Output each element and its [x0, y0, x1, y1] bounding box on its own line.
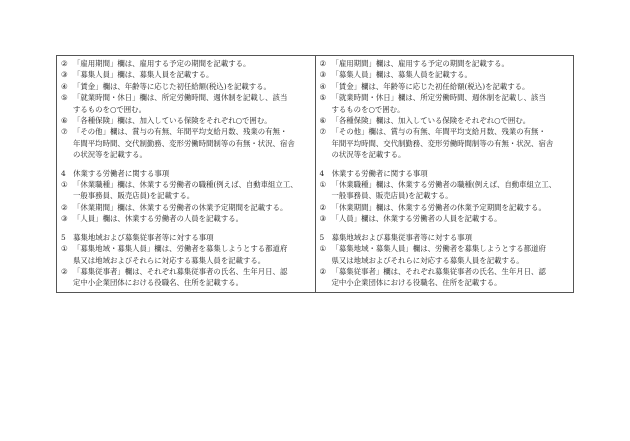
list-item — [61, 126, 311, 160]
list-item — [320, 69, 570, 80]
item-number: ⑤ — [319, 93, 327, 103]
item-number: ⑦ — [319, 127, 327, 137]
item-number: ① — [61, 180, 68, 190]
item-text: 「就業時間・休日」欄は、所定労働時間、週休制を記載し、該当 するものを○で囲む。 — [73, 93, 288, 114]
item-text: 「雇用期間」欄は、雇用する予定の期間を記載する。 — [73, 59, 251, 68]
item-number: ⑦ — [61, 127, 68, 137]
item-number: ③ — [61, 70, 68, 80]
list-item — [61, 243, 311, 266]
list-item — [61, 81, 311, 92]
item-text: 「各種保険」欄は、加入している保険をそれぞれ○で囲む。 — [73, 116, 272, 126]
list-item — [320, 179, 570, 202]
section-block — [320, 58, 570, 161]
item-number: ① — [61, 244, 68, 254]
section-block — [320, 232, 570, 289]
item-text: 「休業期間」欄は、休業する労働者の休業予定期間を記載する。 — [331, 202, 546, 212]
item-text: 「募集人員」欄は、募集人員を記載する。 — [73, 70, 214, 80]
section-block — [61, 168, 311, 225]
list-item — [320, 126, 570, 160]
item-text: 「休業職種」欄は、休業する労働者の職種(例えば、自動車組立工、 一般事務員、販売店員)を記載する。 — [331, 180, 557, 201]
section-heading: 4 休業する労働者に関する事項 — [319, 168, 428, 178]
section-block — [61, 232, 311, 289]
item-text: 「人員」欄は、休業する労働者の人員を記載する。 — [73, 214, 243, 224]
right-column-cell — [315, 56, 574, 293]
list-item — [61, 115, 311, 126]
item-text: 「各種保険」欄は、加入している保険をそれぞれ○で囲む。 — [331, 116, 531, 126]
section-block — [320, 168, 570, 225]
section-heading: 5 募集地域および募集従事者等に対する事項 — [61, 232, 214, 242]
item-text: 「その他」欄は、賞与の有無、年間平均支給月数、残業の有無・ 年間平均時間、交代制勤務、変形労働時間制等の有無・状況、宿舎 の状況等を記載する。 — [331, 127, 554, 160]
list-item — [61, 213, 311, 224]
section-heading: 4 休業する労働者に関する事項 — [61, 168, 170, 178]
comparison-table — [56, 55, 574, 293]
item-number: ⑥ — [61, 116, 68, 126]
item-number: ② — [61, 59, 68, 68]
list-item — [320, 202, 570, 213]
item-number: ③ — [61, 214, 68, 224]
list-item — [320, 58, 570, 69]
item-text: 「雇用期間」欄は、雇用する予定の期間を記載する。 — [331, 59, 509, 68]
item-number: ② — [319, 202, 327, 212]
item-text: 「休業職種」欄は、休業する労働者の職種(例えば、自動車組立工、 一般事務員、販売店員)を記載する。 — [73, 180, 298, 201]
list-item — [320, 92, 570, 115]
item-text: 「募集地域・募集人員」欄は、労働者を募集しようとする都道府 県又は地域およびそれらに対応する募集人員を記載する。 — [73, 244, 288, 265]
item-text: 「休業期間」欄は、休業する労働者の休業予定期間を記載する。 — [73, 202, 288, 212]
list-item — [320, 115, 570, 126]
list-item — [61, 69, 311, 80]
item-number: ② — [61, 202, 68, 212]
list-item — [61, 179, 311, 202]
item-number: ④ — [61, 81, 68, 91]
list-item — [320, 81, 570, 92]
item-number: ③ — [319, 70, 327, 80]
list-item — [320, 243, 570, 266]
item-number: ② — [319, 59, 327, 68]
item-text: 「就業時間・休日」欄は、所定労働時間、週休制を記載し、該当 するものを○で囲む。 — [331, 93, 546, 114]
item-number: ③ — [319, 214, 327, 224]
left-column-cell — [57, 56, 316, 293]
item-text: 「募集従事者」欄は、それぞれ募集従事者の氏名、生年月日、認 定中小企業団体における役職名、住所を記載する。 — [331, 266, 546, 288]
list-item — [320, 213, 570, 224]
list-item — [61, 58, 311, 69]
item-text: 「人員」欄は、休業する労働者の人員を記載する。 — [331, 214, 502, 224]
item-number: ① — [319, 180, 327, 190]
item-text: 「賃金」欄は、年齢等に応じた初任給額(税込)を記載する。 — [331, 81, 530, 91]
list-item — [61, 266, 311, 289]
item-text: 「その他」欄は、賞与の有無、年間平均支給月数、残業の有無・ 年間平均時間、交代制勤務、変形労働時間制等の有無・状況、宿舎 の状況等を記載する。 — [73, 127, 295, 160]
item-text: 「募集従事者」欄は、それぞれ募集従事者の氏名、生年月日、認 定中小企業団体における役職名、住所を記載する。 — [73, 266, 288, 288]
section-heading: 5 募集地域および募集従事者等に対する事項 — [319, 232, 473, 242]
item-number: ① — [319, 244, 327, 254]
item-text: 「募集人員」欄は、募集人員を記載する。 — [331, 70, 472, 80]
item-text: 「募集地域・募集人員」欄は、労働者を募集しようとする都道府 県又は地域およびそれらに対応する募集人員を記載する。 — [331, 244, 546, 265]
table-row — [57, 56, 574, 293]
list-item — [61, 202, 311, 213]
item-number: ② — [61, 266, 68, 276]
list-item — [61, 92, 311, 115]
item-number: ② — [319, 266, 327, 276]
section-block — [61, 58, 311, 161]
item-text: 「賃金」欄は、年齢等に応じた初任給額(税込)を記載する。 — [73, 81, 271, 91]
item-number: ⑥ — [319, 116, 327, 126]
list-item — [320, 266, 570, 289]
item-number: ⑤ — [61, 93, 68, 103]
item-number: ④ — [319, 81, 327, 91]
